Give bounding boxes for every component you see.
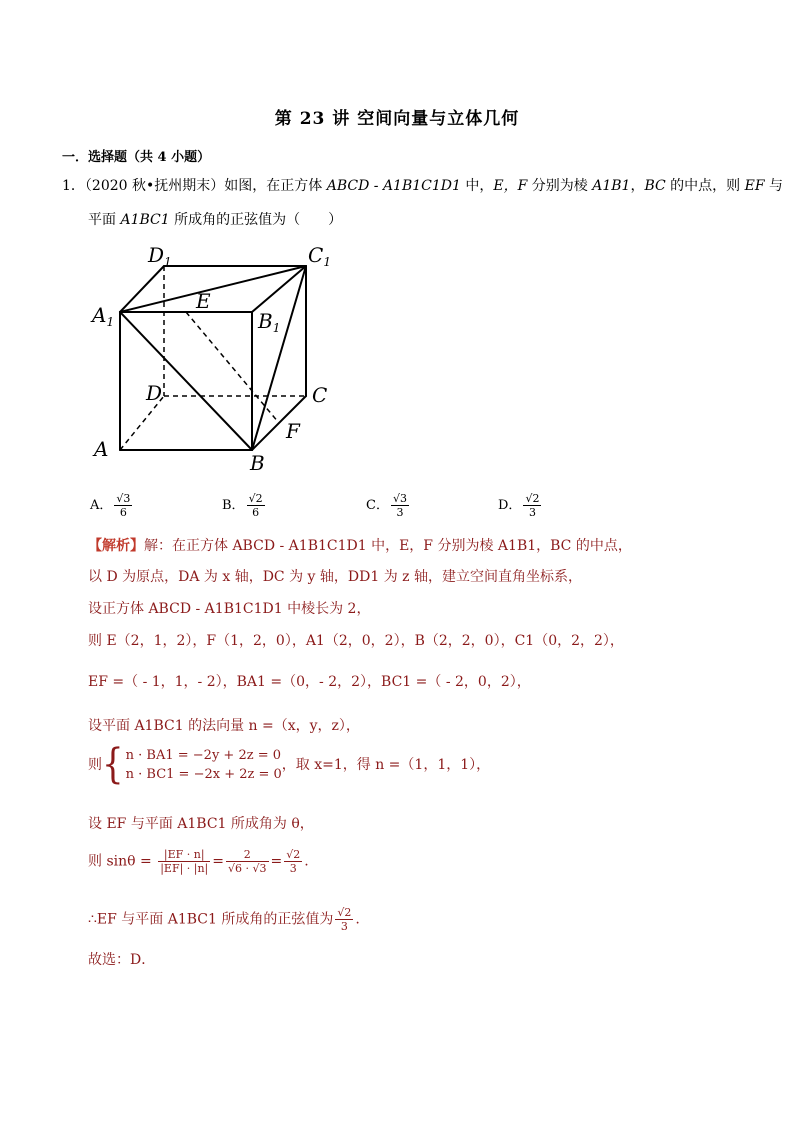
- solution-tag: 【解析】: [88, 538, 144, 554]
- option-a[interactable]: A． $\frac{√3}{6}$: [90, 492, 131, 519]
- option-b[interactable]: B． $\frac{√2}{6}$: [222, 492, 263, 519]
- label-C: C: [312, 383, 328, 407]
- label-E: E: [196, 289, 211, 313]
- solution-line-4: 则 E（2，1，2），F（1，2，0），A1（2，0，2），B（2，2，0），C1（0，2，2），: [88, 633, 624, 649]
- label-F: F: [286, 419, 300, 443]
- page-title: 第 23 讲 空间向量与立体几何: [274, 109, 520, 129]
- label-B1: $B_1$: [258, 309, 281, 335]
- edge-A1-D1: [120, 266, 164, 312]
- solution-line-6: 设平面 A1BC1 的法向量 n =（x，y，z），: [88, 718, 360, 734]
- solution-line-7: 则{ n · BA1 = −2y + 2z = 0 n · BC1 = −2x + 2z = 0 ，取 x=1，得 n =（1，1，1），: [88, 741, 491, 789]
- solution-line-9: 则 sinθ = $\frac{|EF \cdot n|}{|EF| \cdot |n|}$ = $\frac{2}{√6 \cdot √3}$ = $\frac{√2}{3}$ .: [88, 848, 309, 875]
- label-B: B: [250, 451, 265, 475]
- edge-A1-B: [120, 312, 252, 450]
- equation-system: n · BA1 = −2y + 2z = 0 n · BC1 = −2x + 2z = 0: [125, 748, 282, 782]
- label-D: D: [146, 381, 163, 405]
- question-line-1: 1．（2020 秋•抚州期末）如图，在正方体 ABCD - A1B1C1D1 中，E，F 分别为棱 A1B1，BC 的中点，则 EF 与: [62, 178, 783, 194]
- solution-line-11: 故选：D．: [88, 952, 156, 968]
- question-line-2: 平面 A1BC1 所成角的正弦值为（ ）: [88, 212, 343, 228]
- label-A: A: [94, 437, 109, 461]
- solution-line-10: ∴EF 与平面 A1BC1 所成角的正弦值为 $\frac{√2}{3}$ .: [88, 906, 360, 933]
- solution-line-8: 设 EF 与平面 A1BC1 所成角为 θ，: [88, 816, 314, 832]
- label-C1: $C_1$: [308, 243, 331, 269]
- equation-brace: {: [102, 741, 124, 789]
- solution-line-3: 设正方体 ABCD - A1B1C1D1 中棱长为 2，: [88, 601, 371, 617]
- label-D1: $D_1$: [148, 243, 172, 269]
- solution-line-1: 【解析】解：在正方体 ABCD - A1B1C1D1 中，E，F 分别为棱 A1B1，BC 的中点，: [88, 538, 632, 554]
- section-heading: 一．选择题（共 4 小题）: [62, 150, 211, 165]
- solution-line-5: EF =（ - 1，1，- 2），BA1 =（0，- 2，2），BC1 =（ - 2，0，2），: [88, 674, 531, 690]
- question-number: 1．: [62, 178, 85, 194]
- option-d[interactable]: D． $\frac{√2}{3}$: [498, 492, 540, 519]
- label-A1: $A_1$: [92, 303, 115, 329]
- option-c[interactable]: C． $\frac{√3}{3}$: [366, 492, 407, 519]
- cube-figure: [88, 238, 348, 478]
- question-source: （2020 秋•抚州期末）: [84, 178, 225, 194]
- solution-line-2: 以 D 为原点，DA 为 x 轴，DC 为 y 轴，DD1 为 z 轴，建立空间直角坐标系，: [88, 569, 582, 585]
